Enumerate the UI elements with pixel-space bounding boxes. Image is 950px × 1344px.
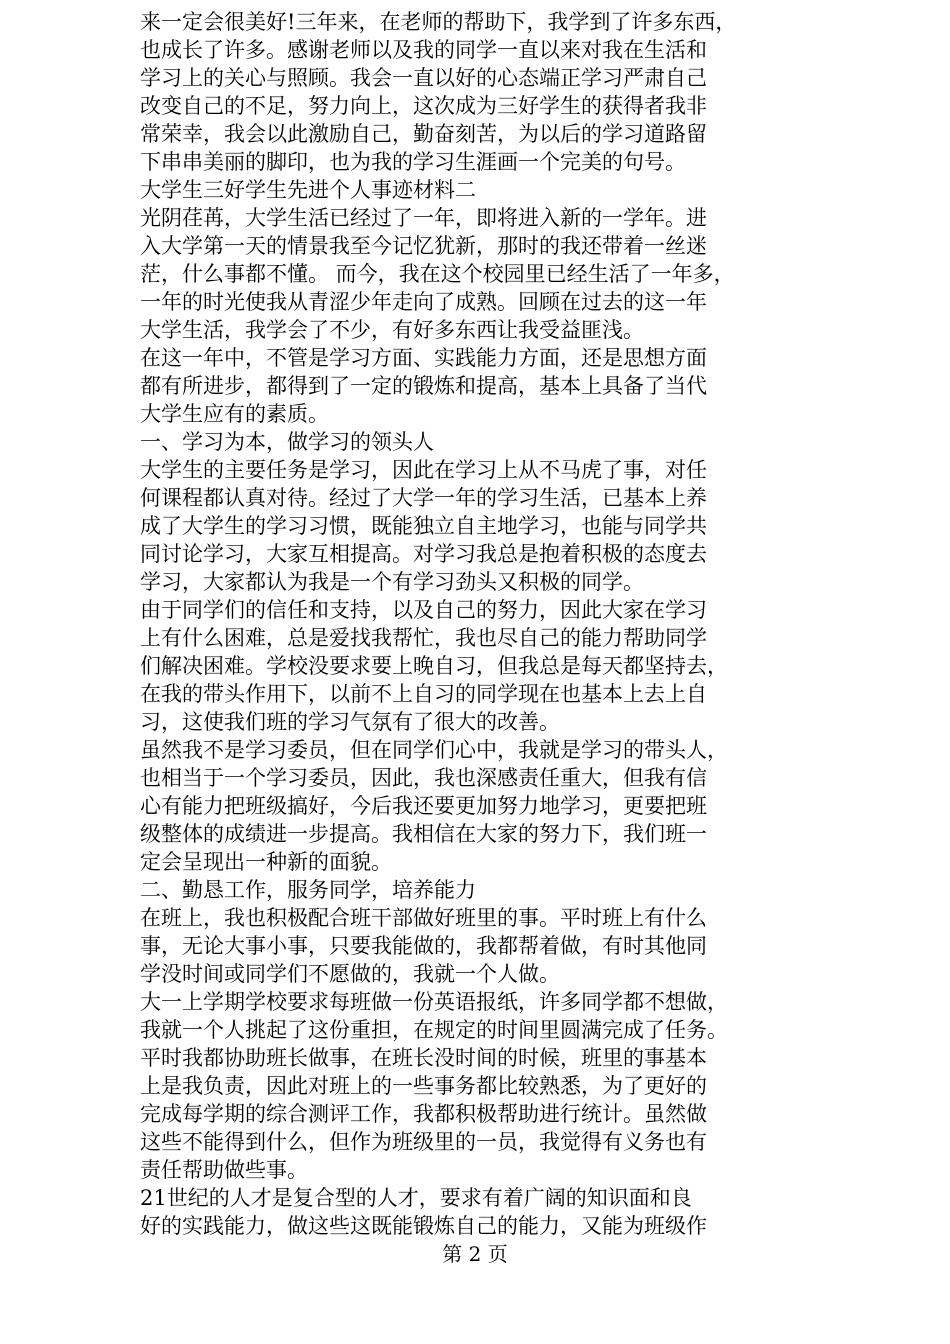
text-line: 完成每学期的综合测评工作，我都积极帮助进行统计。虽然做: [140, 1102, 707, 1126]
text-line: 在班上，我也积极配合班干部做好班里的事。平时班上有什么: [140, 906, 707, 930]
text-line: 由于同学们的信任和支持，以及自己的努力，因此大家在学习: [140, 598, 707, 622]
text-line: 何课程都认真对待。经过了大学一年的学习生活，已基本上养: [140, 486, 707, 510]
text-line: 我就一个人挑起了这份重担，在规定的时间里圆满完成了任务。: [140, 1018, 728, 1042]
text-line: 们解决困难。学校没要求要上晚自习，但我总是每天都坚持去，: [140, 654, 728, 678]
text-line: 21世纪的人才是复合型的人才，要求有着广阔的知识面和良: [140, 1186, 692, 1210]
text-line: 一、学习为本，做学习的领头人: [140, 430, 434, 454]
text-line: 在这一年中，不管是学习方面、实践能力方面，还是思想方面: [140, 346, 707, 370]
text-line: 好的实践能力，做这些这既能锻炼自己的能力，又能为班级作: [140, 1214, 707, 1238]
text-line: 大一上学期学校要求每班做一份英语报纸，许多同学都不想做，: [140, 990, 728, 1014]
text-line: 二、勤恳工作，服务同学，培养能力: [140, 878, 476, 902]
text-line: 来一定会很美好!三年来，在老师的帮助下，我学到了许多东西，: [140, 10, 737, 34]
text-line: 定会呈现出一种新的面貌。: [140, 850, 392, 874]
text-line: 责任帮助做些事。: [140, 1158, 308, 1182]
text-line: 成了大学生的学习习惯，既能独立自主地学习，也能与同学共: [140, 514, 707, 538]
text-line: 下串串美丽的脚印，也为我的学习生涯画一个完美的句号。: [140, 150, 686, 174]
text-line: 级整体的成绩进一步提高。我相信在大家的努力下，我们班一: [140, 822, 707, 846]
text-line: 上有什么困难，总是爱找我帮忙，我也尽自己的能力帮助同学: [140, 626, 707, 650]
page-footer: [0, 1238, 950, 1267]
text-line: 都有所进步，都得到了一定的锻炼和提高，基本上具备了当代: [140, 374, 707, 398]
text-line: 事，无论大事小事，只要我能做的，我都帮着做，有时其他同: [140, 934, 707, 958]
text-line: 光阴荏苒，大学生活已经过了一年，即将进入新的一学年。进: [140, 206, 707, 230]
text-line: 学习上的关心与照顾。我会一直以好的心态端正学习严肃自己: [140, 66, 707, 90]
text-line: 大学生活，我学会了不少，有好多东西让我受益匪浅。: [140, 318, 644, 342]
text-line: 大学生应有的素质。: [140, 402, 329, 426]
text-line: 入大学第一天的情景我至今记忆犹新，那时的我还带着一丝迷: [140, 234, 707, 258]
document-body: [140, 8, 815, 1240]
text-line: 大学生的主要任务是学习，因此在学习上从不马虎了事，对任: [140, 458, 707, 482]
text-line: 学习，大家都认为我是一个有学习劲头又积极的同学。: [140, 570, 644, 594]
text-line: 虽然我不是学习委员，但在同学们心中，我就是学习的带头人，: [140, 738, 728, 762]
text-line: 学没时间或同学们不愿做的，我就一个人做。: [140, 962, 560, 986]
text-line: 心有能力把班级搞好，今后我还要更加努力地学习，更要把班: [140, 794, 707, 818]
text-line: 常荣幸，我会以此激励自己，勤奋刻苦，为以后的学习道路留: [140, 122, 707, 146]
text-line: 也相当于一个学习委员，因此，我也深感责任重大，但我有信: [140, 766, 707, 790]
text-line: 平时我都协助班长做事，在班长没时间的时候，班里的事基本: [140, 1046, 707, 1070]
text-line: 上是我负责，因此对班上的一些事务都比较熟悉，为了更好的: [140, 1074, 707, 1098]
text-line: 大学生三好学生先进个人事迹材料二: [140, 178, 476, 202]
page-number: 第 2 页: [442, 1242, 508, 1266]
text-line: 一年的时光使我从青涩少年走向了成熟。回顾在过去的这一年: [140, 290, 707, 314]
text-line: 这些不能得到什么，但作为班级里的一员，我觉得有义务也有: [140, 1130, 707, 1154]
text-line: 习，这使我们班的学习气氛有了很大的改善。: [140, 710, 560, 734]
text-line: 在我的带头作用下，以前不上自习的同学现在也基本上去上自: [140, 682, 707, 706]
text-line: 也成长了许多。感谢老师以及我的同学一直以来对我在生活和: [140, 38, 707, 62]
text-line: 改变自己的不足，努力向上，这次成为三好学生的获得者我非: [140, 94, 707, 118]
text-line: 茫，什么事都不懂。 而今，我在这个校园里已经生活了一年多，: [140, 262, 735, 286]
text-line: 同讨论学习，大家互相提高。对学习我总是抱着积极的态度去: [140, 542, 707, 566]
